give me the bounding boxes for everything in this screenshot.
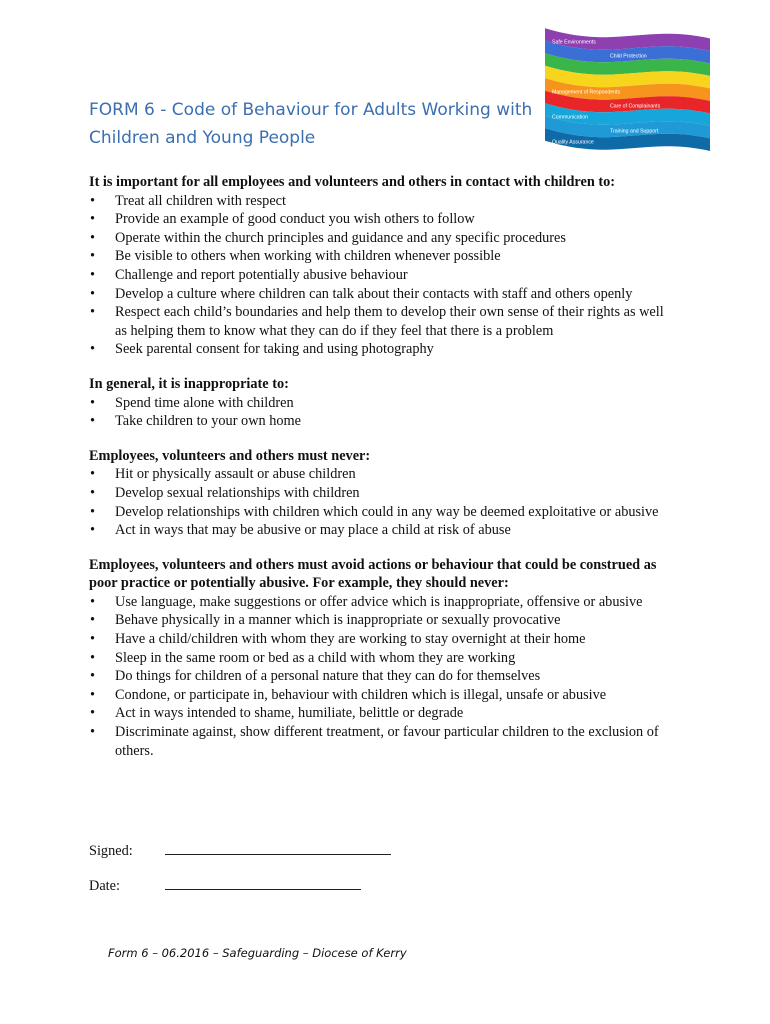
signature-row: [89, 840, 391, 860]
list-item: • Hit or physically assault or abuse children: [89, 465, 679, 484]
section-important: [89, 173, 679, 359]
list-item: • Act in ways intended to shame, humiliate, belittle or degrade: [89, 704, 679, 723]
bullet-list: [89, 593, 679, 760]
logo-band-label: Quality Assurance: [552, 139, 594, 146]
list-item: • Have a child/children with whom they are working to stay overnight at their home: [89, 630, 679, 649]
bullet-list: [89, 465, 679, 539]
list-item: • Respect each child’s boundaries and help them to develop their own sense of their rights as well as helping them to know what they can do if they feel that there is a problem: [89, 303, 679, 340]
logo-band-label: Child Protection: [610, 53, 647, 60]
list-item: • Take children to your own home: [89, 412, 679, 431]
section-heading: Employees, volunteers and others must never:: [89, 447, 371, 464]
logo-band-label: Care of Complainants: [610, 103, 661, 110]
list-item: • Sleep in the same room or bed as a child with whom they are working: [89, 649, 679, 668]
list-item: • Develop a culture where children can talk about their contacts with staff and others openly: [89, 285, 679, 304]
list-item: • Develop sexual relationships with children: [89, 484, 679, 503]
list-item: • Treat all children with respect: [89, 192, 679, 211]
logo-band-label: Training and Support: [610, 128, 659, 135]
bullet-list: [89, 394, 679, 431]
list-item: • Use language, make suggestions or offer advice which is inappropriate, offensive or abusive: [89, 593, 679, 612]
list-item: • Condone, or participate in, behaviour with children which is illegal, unsafe or abusive: [89, 686, 679, 705]
section-inappropriate: [89, 375, 679, 431]
signature-line[interactable]: [165, 840, 391, 855]
logo-band-label: Management of Respondents: [552, 89, 621, 96]
date-line[interactable]: [165, 875, 361, 890]
date-row: [89, 875, 361, 895]
list-item: • Challenge and report potentially abusive behaviour: [89, 266, 679, 285]
page-title: FORM 6 - Code of Behaviour for Adults Working with Children and Young People: [89, 100, 533, 148]
signed-label: Signed:: [89, 843, 133, 859]
list-item: • Spend time alone with children: [89, 394, 679, 413]
document-body: [89, 173, 679, 776]
list-item: • Behave physically in a manner which is inappropriate or sexually provocative: [89, 611, 679, 630]
list-item: • Develop relationships with children which could in any way be deemed exploitative or abusive: [89, 503, 679, 522]
list-item: • Do things for children of a personal nature that they can do for themselves: [89, 667, 679, 686]
list-item: • Operate within the church principles and guidance and any specific procedures: [89, 229, 679, 248]
section-heading: Employees, volunteers and others must avoid actions or behaviour that could be construed as poor practice or potentially abusive. For example, they should never:: [89, 556, 657, 592]
logo-band-label: Safe Environments: [552, 39, 596, 46]
logo-band-label: Communication: [552, 114, 589, 121]
safeguarding-logo: [540, 18, 715, 158]
section-heading: It is important for all employees and volunteers and others in contact with children to:: [89, 174, 616, 190]
bullet-list: [89, 192, 679, 359]
date-label: Date:: [89, 878, 120, 894]
section-avoid-actions: [89, 556, 679, 761]
section-heading: In general, it is inappropriate to:: [89, 375, 289, 392]
list-item: • Seek parental consent for taking and using photography: [89, 340, 679, 359]
list-item: • Discriminate against, show different treatment, or favour particular children to the exclusion of others.: [89, 723, 679, 760]
list-item: • Act in ways that may be abusive or may place a child at risk of abuse: [89, 521, 679, 540]
section-must-never: [89, 447, 679, 540]
list-item: • Be visible to others when working with children whenever possible: [89, 247, 679, 266]
list-item: • Provide an example of good conduct you wish others to follow: [89, 210, 679, 229]
footer-text: Form 6 – 06.2016 – Safeguarding – Diocese of Kerry: [108, 946, 407, 960]
